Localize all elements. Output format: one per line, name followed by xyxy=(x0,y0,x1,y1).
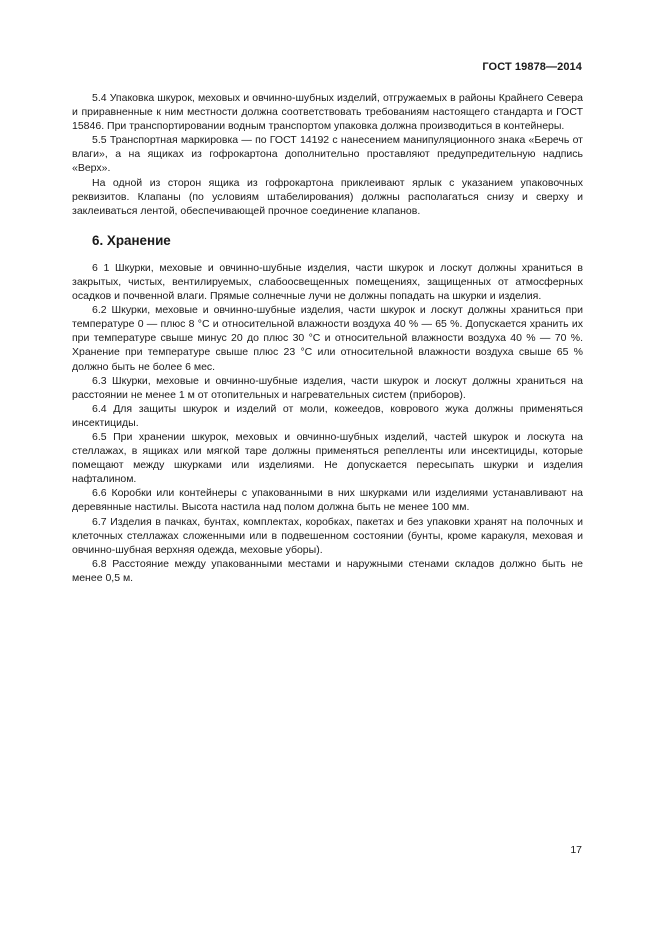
section-title: 6. Хранение xyxy=(92,232,171,248)
document-header: ГОСТ 19878—2014 xyxy=(482,61,582,73)
paragraph-6-1: 6 1 Шкурки, меховые и овчинно-шубные изделия, части шкурок и лоскут должны храниться в закрытых, чистых, вентилируемых, слабоосвещенных помещениях, защищенных от атмосферных осадков и почвенной влаги. Прямые солнечные лучи не должны попадать на шкурки и изделия. xyxy=(72,261,583,303)
paragraph-6-4: 6.4 Для защиты шкурок и изделий от моли, кожеедов, коврового жука должны применяться инсектициды. xyxy=(72,402,583,429)
paragraph-5-4: 5.4 Упаковка шкурок, меховых и овчинно-шубных изделий, отгружаемых в районы Крайнего Севера и приравненные к ним местности должна соответствовать требованиям настоящего стандарта и ГОСТ 15846. При транспортировании водным транспортом упаковка должна производиться в контейнеры. xyxy=(72,92,583,133)
page-number: 17 xyxy=(570,844,582,856)
paragraph-5-5-cont: На одной из сторон ящика из гофрокартона приклеивают ярлык с указанием упаковочных реквизитов. Клапаны (по условиям штабелирования) должны располагаться снизу и сверху и заклеиваться лентой, обеспечивающей прочное соединение клапанов. xyxy=(72,176,583,217)
paragraph-6-2: 6.2 Шкурки, меховые и овчинно-шубные изделия, части шкурок и лоскут должны храниться при температуре 0 — плюс 8 °С и относительной влажности воздуха 40 % — 65 %. Допускается хранить их при температуре свыше минус 20 до плюс 30 °С и относительной влажности воздуха 40 % — 70 %. Хранение при температуре свыше плюс 23 °С или относительной влажности воздуха свыше 65 % должно быть не более 6 мес. xyxy=(72,304,583,373)
paragraph-6-3: 6.3 Шкурки, меховые и овчинно-шубные изделия, части шкурок и лоскут должны храниться на расстоянии не менее 1 м от отопительных и нагревательных систем (приборов). xyxy=(72,374,583,401)
paragraph-6-5: 6.5 При хранении шкурок, меховых и овчинно-шубных изделий, частей шкурок и лоскута на стеллажах, в ящиках или мягкой таре должны применяться репелленты или инсектициды, которые помещают между шкурками или изделиями. Не допускается пересыпать шкурки и изделия нафталином. xyxy=(72,430,583,486)
paragraph-6-7: 6.7 Изделия в пачках, бунтах, комплектах, коробках, пакетах и без упаковки хранят на полочных и клеточных стеллажах сложенными или в подвешенном состоянии (бунты, кроме каракуля, меховая и овчинно-шубная верхняя одежда, меховые уборы). xyxy=(72,515,583,556)
paragraph-5-5: 5.5 Транспортная маркировка — по ГОСТ 14192 с нанесением манипуляционного знака «Беречь от влаги», а на ящиках из гофрокартона дополнительно проставляют предупредительную надпись «Верх». xyxy=(72,134,583,175)
paragraph-6-8: 6.8 Расстояние между упакованными местами и наружными стенами складов должно быть не менее 0,5 м. xyxy=(72,557,583,584)
document-body xyxy=(72,91,583,585)
paragraph-6-6: 6.6 Коробки или контейнеры с упакованными в них шкурками или изделиями устанавливают на деревянные настилы. Высота настила над полом должна быть не менее 100 мм. xyxy=(72,487,583,514)
